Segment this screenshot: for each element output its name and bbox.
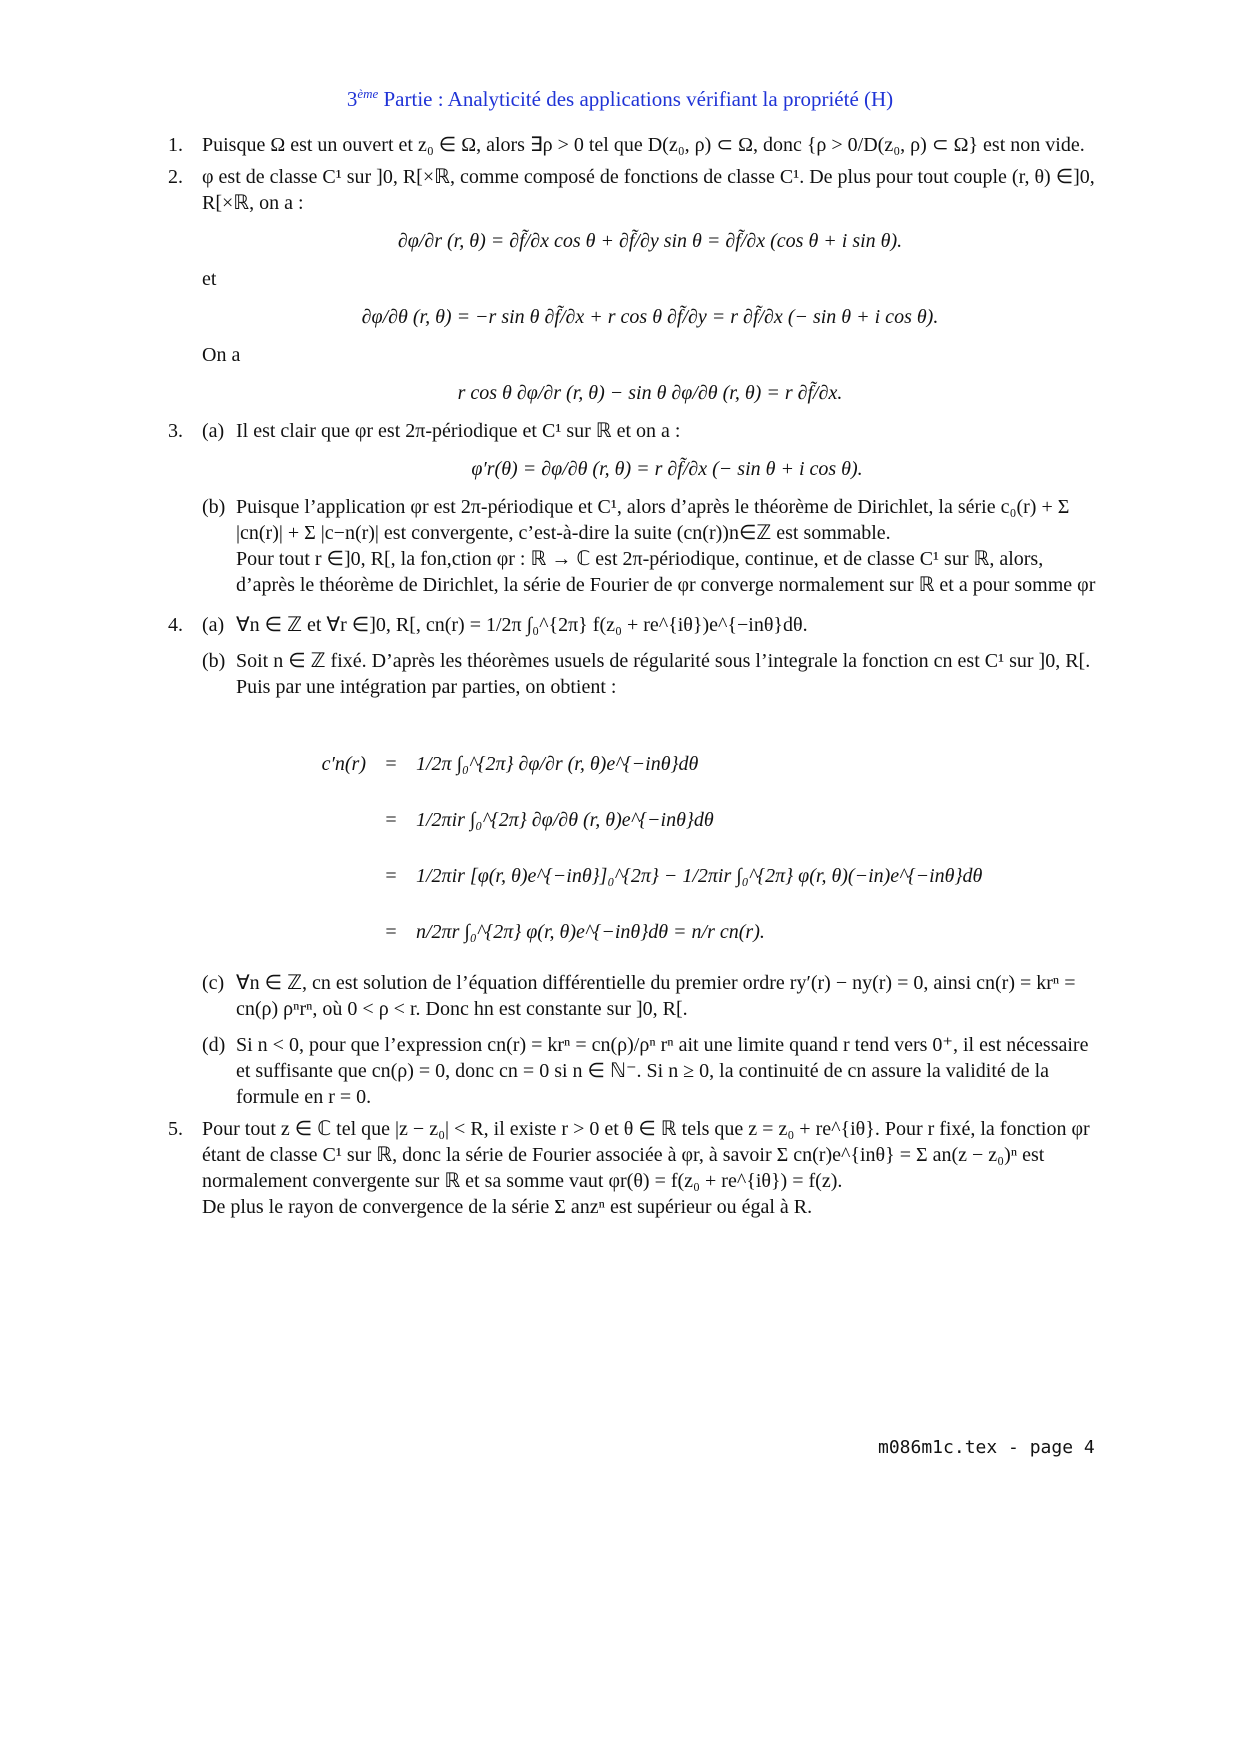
derivation-row bbox=[296, 848, 1098, 904]
subitem-text: ∀n ∈ ℤ et ∀r ∈]0, R[, cn(r) = 1/2π ∫₀^{2π} f(z₀ + re^{iθ})e^{−inθ}dθ. bbox=[236, 614, 808, 636]
derivation-rhs: 1/2πir [φ(r, θ)e^{−inθ}]₀^{2π} − 1/2πir ∫₀^{2π} φ(r, θ)(−in)e^{−inθ}dθ bbox=[416, 865, 983, 887]
item-number: 4. bbox=[168, 614, 183, 636]
subitem-b bbox=[202, 648, 1098, 960]
subitem-label: (b) bbox=[202, 496, 226, 518]
item-text: Puisque Ω est un ouvert et z₀ ∈ Ω, alors ∃ρ > 0 tel que D(z₀, ρ) ⊂ Ω, donc {ρ > 0/D(z₀, ρ) ⊂ Ω} est non vide. bbox=[202, 134, 1085, 156]
derivation-rel: = bbox=[385, 865, 397, 887]
derivation-rel: = bbox=[385, 921, 397, 943]
derivation-rel: = bbox=[385, 753, 397, 775]
subitem-label: (a) bbox=[202, 614, 225, 636]
derivation-rhs: 1/2πir ∫₀^{2π} ∂φ/∂θ (r, θ)e^{−inθ}dθ bbox=[416, 809, 714, 831]
connector-text: et bbox=[202, 268, 217, 290]
subitem-text: Il est clair que φr est 2π-périodique et C¹ sur ℝ et on a : bbox=[236, 420, 681, 442]
item-1 bbox=[168, 132, 1098, 158]
subitem-text: Puisque l’application φr est 2π-périodique et C¹, alors d’après le théorème de Dirichlet, la série c₀(r) + Σ |cn(r)| + Σ |c−n(r)| est convergente, c’est-à-dire la suite (cn(r))n∈ℤ est sommable. bbox=[236, 496, 1070, 544]
subitem-text: ∀n ∈ ℤ, cn est solution de l’équation différentielle du premier ordre ry′(r) − ny(r) = 0, ainsi cn(r) = krⁿ = cn(ρ) ρⁿrⁿ, où 0 < ρ < r. Donc hn est constante sur ]0, R[. bbox=[236, 972, 1076, 1020]
item-number: 3. bbox=[168, 420, 183, 442]
derivation-row bbox=[296, 792, 1098, 848]
subitem-a bbox=[202, 418, 1098, 482]
heading-ordinal-sup: ème bbox=[357, 86, 379, 101]
derivation-rhs: 1/2π ∫₀^{2π} ∂φ/∂r (r, θ)e^{−inθ}dθ bbox=[416, 753, 699, 775]
subitem-label: (b) bbox=[202, 650, 226, 672]
derivation-rhs: n/2πr ∫₀^{2π} φ(r, θ)e^{−inθ}dθ = n/r cn(r). bbox=[416, 921, 765, 943]
equation: φ′r(θ) = ∂φ/∂θ (r, θ) = r ∂f̃/∂x (− sin θ + i cos θ). bbox=[471, 458, 863, 480]
item-2 bbox=[168, 164, 1098, 406]
subitem-text: Pour tout r ∈]0, R[, la fon,ction φr : ℝ → ℂ est 2π-périodique, continue, et de classe C¹ sur ℝ, alors, d’après le théorème de Dirichlet, la série de Fourier de φr converge normalement sur ℝ et a pour somme φr bbox=[236, 548, 1096, 596]
subitem-c bbox=[202, 970, 1098, 1022]
equation: ∂φ/∂r (r, θ) = ∂f̃/∂x cos θ + ∂f̃/∂y sin θ = ∂f̃/∂x (cos θ + i sin θ). bbox=[397, 230, 903, 252]
derivation-lhs: c′n(r) bbox=[321, 753, 366, 775]
item-3 bbox=[168, 418, 1098, 598]
connector-text: On a bbox=[202, 344, 241, 366]
item-text: φ est de classe C¹ sur ]0, R[×ℝ, comme composé de fonctions de classe C¹. De plus pour tout couple (r, θ) ∈]0, R[×ℝ, on a : bbox=[202, 166, 1095, 214]
subitem-label: (a) bbox=[202, 420, 225, 442]
item-text: De plus le rayon de convergence de la série Σ anzⁿ est supérieur ou égal à R. bbox=[202, 1196, 813, 1218]
heading-ordinal: 3 bbox=[346, 87, 358, 111]
subitem-label: (d) bbox=[202, 1034, 226, 1056]
item-text: Pour tout z ∈ ℂ tel que |z − z₀| < R, il existe r > 0 et θ ∈ ℝ tels que z = z₀ + re^{iθ}. Pour r fixé, la fonction φr étant de classe C¹ sur ℝ, donc la série de Fourier associée à φr, à savoir Σ cn(r)e^{inθ} = Σ an(z − z₀)ⁿ est normalement convergente sur ℝ et sa somme vaut φr(θ) = f(z₀ + re^{iθ}) = f(z). bbox=[202, 1118, 1090, 1192]
derivation-row bbox=[296, 904, 1098, 960]
equation: r cos θ ∂φ/∂r (r, θ) − sin θ ∂φ/∂θ (r, θ) = r ∂f̃/∂x. bbox=[457, 382, 843, 404]
item-number: 5. bbox=[168, 1118, 183, 1140]
derivation-rel: = bbox=[385, 809, 397, 831]
subitem-text: Soit n ∈ ℤ fixé. D’après les théorèmes usuels de régularité sous l’integrale la fonction cn est C¹ sur ]0, R[. Puis par une intégration par parties, on obtient : bbox=[236, 650, 1091, 698]
item-4 bbox=[168, 612, 1098, 1110]
subitem-d bbox=[202, 1032, 1098, 1110]
aligned-derivation bbox=[296, 736, 1098, 960]
subitem-b bbox=[202, 494, 1098, 598]
item-number: 1. bbox=[168, 134, 183, 156]
document-body bbox=[168, 132, 1098, 1226]
equation: ∂φ/∂θ (r, θ) = −r sin θ ∂f̃/∂x + r cos θ ∂f̃/∂y = r ∂f̃/∂x (− sin θ + i cos θ). bbox=[361, 306, 939, 328]
page-footer: m086m1c.tex - page 4 bbox=[878, 1437, 1095, 1458]
derivation-row bbox=[296, 736, 1098, 792]
item-number: 2. bbox=[168, 166, 183, 188]
subitem-a bbox=[202, 612, 1098, 638]
heading-title: Partie : Analyticité des applications vérifiant la propriété (H) bbox=[378, 87, 894, 111]
subitem-label: (c) bbox=[202, 972, 225, 994]
section-heading bbox=[0, 86, 1240, 112]
item-5 bbox=[168, 1116, 1098, 1220]
subitem-text: Si n < 0, pour que l’expression cn(r) = krⁿ = cn(ρ)/ρⁿ rⁿ ait une limite quand r tend vers 0⁺, il est nécessaire et suffisante que cn(ρ) = 0, donc cn = 0 si n ∈ ℕ⁻. Si n ≥ 0, la continuité de cn assure la validité de la formule en r = 0. bbox=[236, 1034, 1089, 1108]
